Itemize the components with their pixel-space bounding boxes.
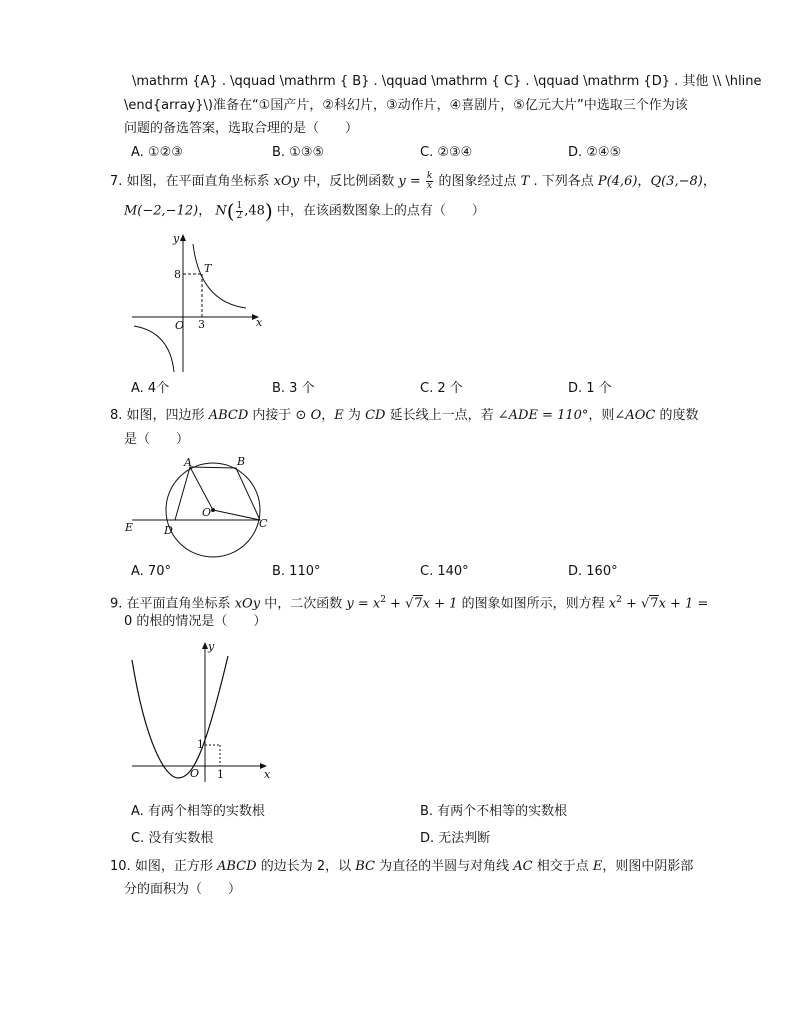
q7-y-axis-arrow	[180, 234, 186, 241]
q7-comma: ，	[702, 174, 716, 189]
carryover-line-2: \end{array}\)准备在“①国产片，②科幻片，③动作片，④喜剧片，⑤亿元大片”中选取三个作为该	[124, 98, 688, 113]
q7-option-c: C. 2 个	[420, 381, 463, 396]
q7-text-b: 中，反比例函数	[303, 174, 395, 189]
q7-option-d: D. 1 个	[568, 381, 612, 396]
q9-number: 9.	[110, 596, 123, 612]
q8-fig-label-a: A	[184, 456, 192, 469]
q9-equation-c: x + 1 =	[658, 596, 709, 612]
q9-stem-line-1: 9. 在平面直角坐标系 xOy 中，二次函数 $y = x^2 + √7x + 1$ 的图象如图所示，则方程 $x^2 + √7x + 1$ =	[110, 595, 709, 612]
q8-center-dot	[211, 508, 215, 512]
q7-text-e: 中，在该函数图象上的点有（ ）	[276, 203, 485, 219]
q8-circle-o: O	[310, 408, 322, 423]
q7-option-a: A. 4个	[131, 381, 170, 396]
q8-angle-ade: ∠ADE = 110°	[497, 408, 589, 423]
q8-text-b: 内接于 ⊙	[252, 408, 307, 423]
q6-option-a: A. ①②③	[131, 145, 183, 160]
q8-option-a: A. 70°	[131, 564, 171, 579]
q10-number: 10.	[110, 859, 131, 874]
q7-fig-label-8: 8	[174, 268, 181, 281]
q8-quadrilateral-abcd	[175, 467, 260, 520]
q10-abcd: ABCD	[216, 859, 257, 874]
q8-segment-cd: CD	[365, 408, 386, 423]
q8-segment-oc	[213, 510, 260, 520]
q8-point-e: E	[334, 408, 344, 423]
q7-hyperbola-figure	[128, 232, 268, 374]
q9-function-a: y = x	[346, 596, 381, 612]
q8-text-a: 如图，四边形	[126, 408, 205, 423]
q7-fig-label-t: T	[204, 262, 212, 275]
q9-fig-label-origin: O	[190, 767, 200, 780]
q10-stem-line-1	[110, 857, 693, 877]
q7-text-a: 如图，在平面直角坐标系	[126, 174, 270, 189]
q9-equation-square: 2	[616, 595, 622, 605]
q8-abcd: ABCD	[208, 408, 249, 423]
q9-function-square: 2	[380, 595, 386, 605]
q9-text-a: 在平面直角坐标系	[126, 596, 231, 612]
q10-text-d: 相交于点	[536, 859, 589, 874]
q10-segment-bc: BC	[355, 859, 375, 874]
q8-fig-label-b: B	[237, 455, 246, 468]
q7-point-n-fraction: $\frac{1}{2}$	[236, 200, 243, 221]
q7-fig-label-x: x	[256, 316, 263, 329]
q9-function-c: x + 1	[422, 596, 458, 612]
q9-fig-label-1-y: 1	[197, 738, 204, 751]
q7-text-c: 的图象经过点	[438, 174, 517, 189]
q7-xoy: xOy	[273, 174, 300, 189]
carryover-latex-line-1: \mathrm {A} . \qquad \mathrm { B} . \qquad \mathrm { C} . \qquad \mathrm {D} . 其他 \\ \hline	[132, 74, 762, 89]
q9-function-root: 7	[414, 596, 423, 612]
q9-fig-label-x: x	[264, 768, 271, 781]
q7-y-eq: y =	[398, 174, 421, 189]
q9-fig-label-1-x: 1	[217, 768, 224, 781]
q8-option-d: D. 160°	[568, 564, 618, 579]
q8-text-g: 的度数	[659, 408, 699, 423]
q10-diagonal-ac: AC	[513, 859, 533, 874]
carryover-line-3: 问题的备选答案，选取合理的是（ ）	[124, 121, 359, 136]
q7-comma: ，	[198, 203, 212, 219]
q8-option-b: B. 110°	[272, 564, 321, 579]
q7-fig-label-y: y	[173, 232, 180, 245]
q9-xoy: xOy	[234, 596, 261, 612]
q7-stem-line-1	[110, 172, 716, 192]
q6-option-d: D. ②④⑤	[568, 145, 622, 160]
q9-function-plus: +	[385, 596, 406, 612]
q7-stem-line-2: M(−2,−12)， N( $\frac{1}{2}$ ,48) 中，在该函数图象上的点有（ ）	[124, 199, 485, 223]
q10-text-e: ，则图中阴影部	[602, 859, 694, 874]
q8-text-f: ，则	[588, 408, 615, 423]
q6-option-c: C. ②③④	[420, 145, 473, 160]
q7-fraction-k-over-x: $\frac{k}{x}$	[426, 171, 433, 191]
q9-equation-a: x	[608, 596, 617, 612]
q9-text-c: 的图象如图所示，则方程	[461, 596, 605, 612]
q6-option-b: B. ①③⑤	[272, 145, 325, 160]
q10-text-b: 的边长为 2，以	[260, 859, 352, 874]
q8-circle-figure	[120, 452, 280, 544]
q7-point-m: M(−2,−12)	[124, 203, 199, 219]
q9-stem-line-2: 0 的根的情况是（ ）	[124, 614, 267, 629]
q9-option-b: B. 有两个不相等的实数根	[420, 804, 568, 819]
q7-hyperbola-branch-2	[134, 326, 174, 372]
q7-fig-label-3: 3	[198, 318, 205, 331]
q9-option-a: A. 有两个相等的实数根	[131, 804, 265, 819]
q9-parabola-figure	[128, 638, 276, 784]
q7-comma: ，	[637, 174, 651, 189]
q7-fig-label-origin: O	[175, 319, 185, 332]
q9-parabola	[132, 656, 228, 778]
q10-stem-line-2: 分的面积为（ ）	[124, 882, 242, 897]
q7-hyperbola-branch-1	[193, 244, 246, 308]
q8-text-d: 为	[347, 408, 361, 423]
q7-point-q: Q(3,−8)	[650, 174, 703, 189]
q10-text-a: 如图，正方形	[134, 859, 213, 874]
q7-point-p: P(4,6)	[597, 174, 638, 189]
q10-point-e: E	[592, 859, 603, 874]
q8-fig-label-d: D	[164, 524, 173, 537]
q9-equation-plus: +	[621, 596, 641, 612]
q9-option-d: D. 无法判断	[420, 831, 491, 846]
q8-option-c: C. 140°	[420, 564, 469, 579]
q9-equation-root: 7	[650, 596, 659, 612]
q9-fig-label-y: y	[208, 640, 215, 653]
q7-point-n-letter: N	[215, 203, 227, 219]
q8-segment-ao	[190, 467, 213, 510]
q8-stem-line-1	[110, 406, 698, 426]
q7-text-d: . 下列各点	[533, 174, 594, 189]
q8-fig-label-c: C	[259, 517, 268, 530]
q7-option-b: B. 3 个	[272, 381, 315, 396]
q7-number: 7.	[110, 174, 123, 189]
q8-number: 8.	[110, 408, 123, 423]
q8-fig-label-e: E	[125, 521, 134, 534]
q8-angle-aoc: ∠AOC	[614, 408, 656, 423]
q8-text-c: ，	[321, 408, 335, 423]
q9-text-b: 中，二次函数	[264, 596, 343, 612]
q7-point-t: T	[520, 174, 530, 189]
q8-fig-label-o: O	[202, 506, 212, 519]
q9-option-c: C. 没有实数根	[131, 831, 214, 846]
q7-point-n-rest: ,48	[244, 203, 265, 219]
q8-stem-line-2: 是（ ）	[124, 432, 190, 447]
q10-text-c: 为直径的半圆与对角线	[379, 859, 510, 874]
q8-text-e: 延长线上一点，若	[389, 408, 494, 423]
